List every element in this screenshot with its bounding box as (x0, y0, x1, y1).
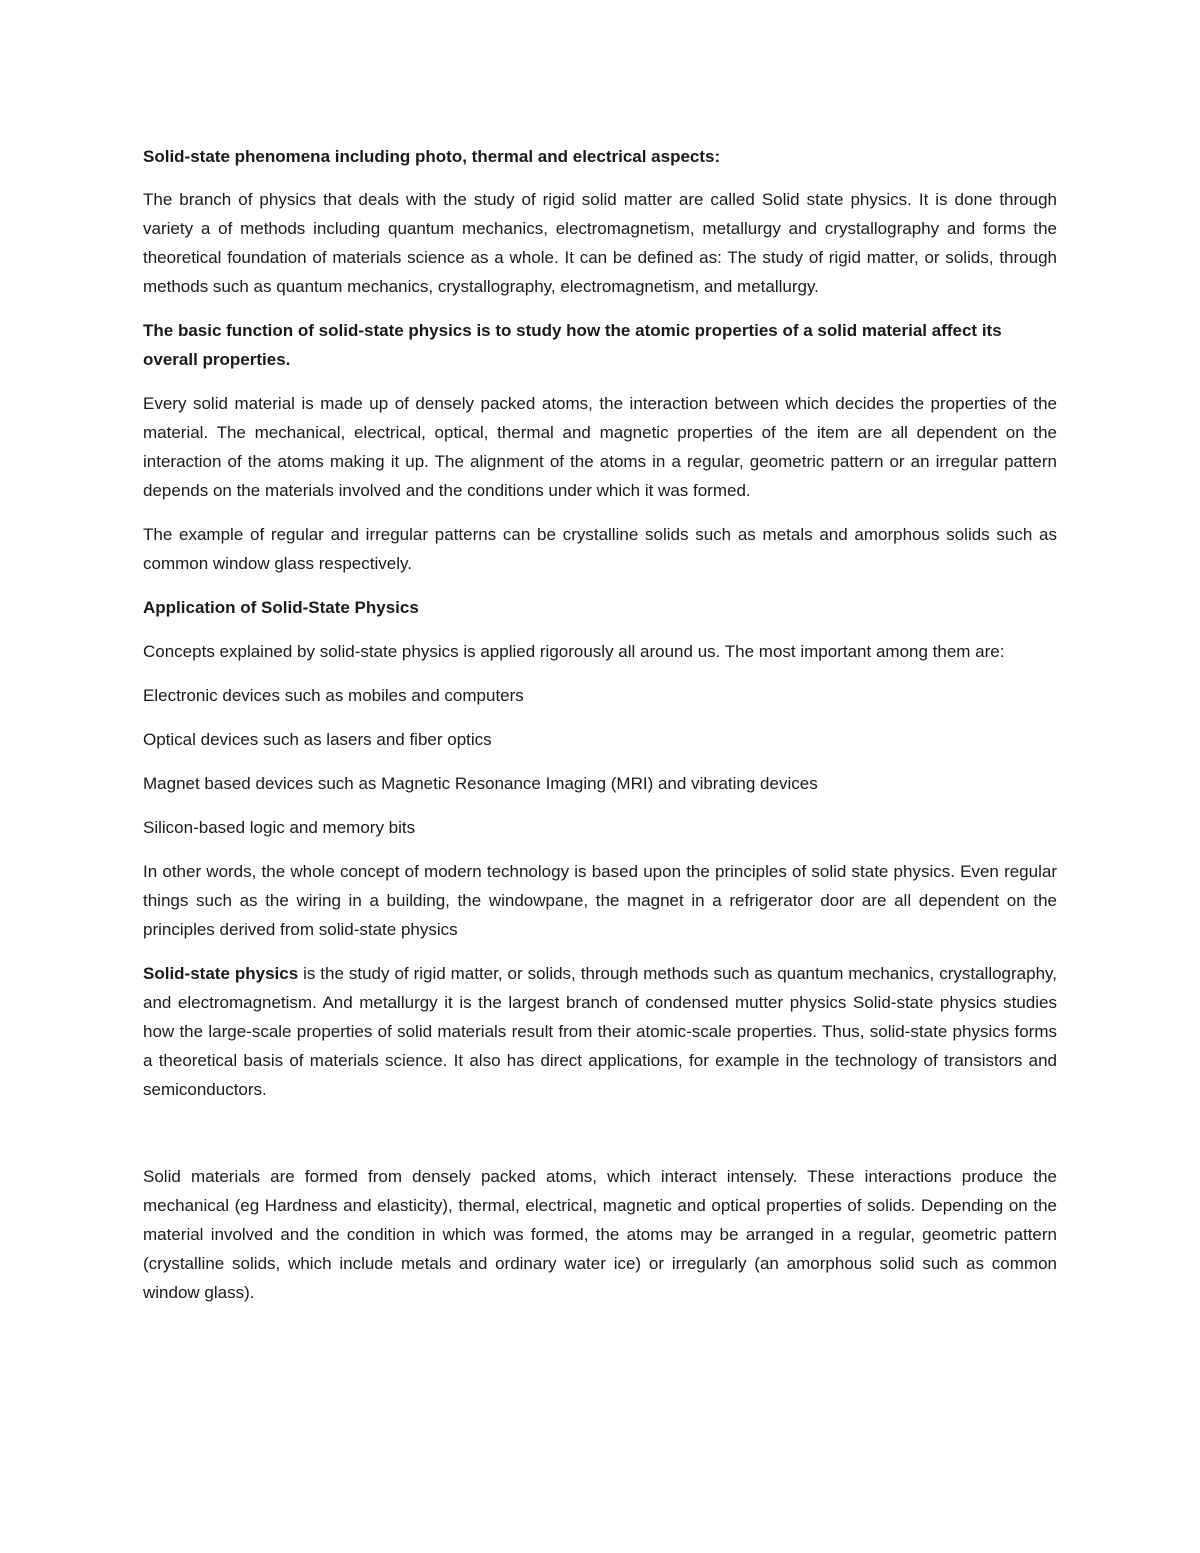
application-item: Electronic devices such as mobiles and computers (143, 686, 524, 705)
definition-text: is the study of rigid matter, or solids, through methods such as quantum mechanics, crystallography, and electromagnetism. And metallurgy it is the largest branch of condensed mutter physics Solid-state physics studies how the large-scale properties of solid materials result from their atomic-scale properties. Thus, solid-state physics forms a theoretical basis of materials science. It also has direct applications, for example in the technology of transistors and semiconductors. (143, 964, 1057, 1099)
concepts-paragraph: Concepts explained by solid-state physics is applied rigorously all around us. The most important among them are: (143, 642, 1005, 661)
intro-paragraph: The branch of physics that deals with the study of rigid solid matter are called Solid state physics. It is done through variety a of methods including quantum mechanics, electromagnetism, metallurgy and crystallography and forms the theoretical foundation of materials science as a whole. It can be defined as: The study of rigid matter, or solids, through methods such as quantum mechanics, crystallography, electromagnetism, and metallurgy. (143, 190, 1057, 296)
patterns-paragraph: The example of regular and irregular patterns can be crystalline solids such as metals and amorphous solids such as common window glass respectively. (143, 525, 1057, 573)
document-heading: Solid-state phenomena including photo, thermal and electrical aspects: (143, 147, 721, 166)
basic-function-statement: The basic function of solid-state physics is to study how the atomic properties of a solid material affect its overall properties. (143, 321, 1002, 369)
application-item: Optical devices such as lasers and fiber optics (143, 730, 492, 749)
application-heading: Application of Solid-State Physics (143, 598, 419, 617)
document-body (143, 142, 1057, 1322)
solid-materials-paragraph: Solid materials are formed from densely packed atoms, which interact intensely. These interactions produce the mechanical (eg Hardness and elasticity), thermal, electrical, magnetic and optical properties of solids. Depending on the material involved and the condition in which was formed, the atoms may be arranged in a regular, geometric pattern (crystalline solids, which include metals and ordinary water ice) or irregularly (an amorphous solid such as common window glass). (143, 1167, 1057, 1302)
atoms-paragraph: Every solid material is made up of densely packed atoms, the interaction between which decides the properties of the material. The mechanical, electrical, optical, thermal and magnetic properties of the item are all dependent on the interaction of the atoms making it up. The alignment of the atoms in a regular, geometric pattern or an irregular pattern depends on the materials involved and the conditions under which it was formed. (143, 394, 1057, 500)
definition-paragraph (143, 959, 1057, 1104)
modern-technology-paragraph: In other words, the whole concept of modern technology is based upon the principles of solid state physics. Even regular things such as the wiring in a building, the windowpane, the magnet in a refrigerator door are all dependent on the principles derived from solid-state physics (143, 862, 1057, 939)
application-item: Magnet based devices such as Magnetic Resonance Imaging (MRI) and vibrating devices (143, 774, 818, 793)
application-item: Silicon-based logic and memory bits (143, 818, 416, 837)
definition-term: Solid-state physics (143, 964, 299, 983)
